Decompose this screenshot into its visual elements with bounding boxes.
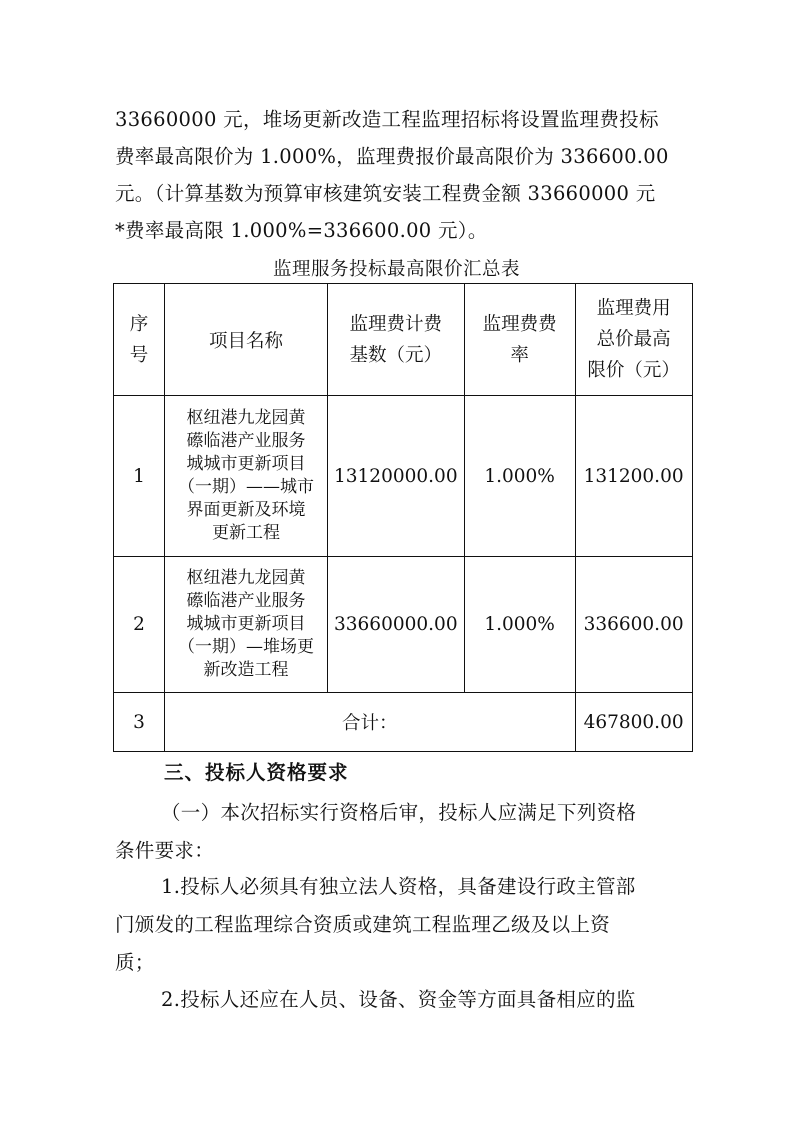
header-seq: 序 号 (114, 284, 165, 396)
row-rate: 1.000% (464, 557, 575, 693)
table-row (114, 396, 693, 557)
row-base: 13120000.00 (328, 396, 465, 557)
row-total: 131200.00 (575, 396, 692, 557)
table-row (114, 557, 693, 693)
intro-line: 费率最高限价为 1.000%，监理费报价最高限价为 336600.00 (115, 145, 669, 168)
row-seq: 1 (114, 396, 165, 557)
row-rate: 1.000% (464, 396, 575, 557)
intro-paragraph (115, 101, 675, 249)
row-base: 33660000.00 (328, 557, 465, 693)
table-caption: 监理服务投标最高限价汇总表 (272, 259, 520, 280)
summary-total: 467800.00 (575, 693, 692, 752)
row-name: 枢纽港九龙园黄 礤临港产业服务 城城市更新项目 （一期）——城市 界面更新及环境 更新工程 (165, 396, 328, 557)
row-name: 枢纽港九龙园黄 礤临港产业服务 城城市更新项目 （一期）—堆场更 新改造工程 (165, 557, 328, 693)
row-seq: 2 (114, 557, 165, 693)
header-total: 监理费用 总价最高 限价（元） (575, 284, 692, 396)
table-header-row (114, 284, 693, 396)
header-rate: 监理费费 率 (464, 284, 575, 396)
summary-seq: 3 (114, 693, 165, 752)
price-summary-table (113, 283, 693, 752)
intro-line: *费率最高限 1.000%=336600.00 元）。 (115, 219, 488, 242)
qualification-paragraph-3: 2.投标人还应在人员、设备、资金等方面具备相应的监 (161, 988, 636, 1011)
section-heading: 三、投标人资格要求 (164, 761, 349, 784)
header-name: 项目名称 (165, 284, 328, 396)
header-base: 监理费计费 基数（元） (328, 284, 465, 396)
intro-line: 33660000 元，堆场更新改造工程监理招标将设置监理费投标 (115, 108, 659, 131)
qualification-paragraph-1: （一）本次招标实行资格后审，投标人应满足下列资格 条件要求： (115, 801, 637, 862)
qualification-paragraph-2: 1.投标人必须具有独立法人资格，具备建设行政主管部 门颁发的工程监理综合资质或建筑工程监理乙级及以上资 质； (115, 875, 636, 974)
summary-label: 合计： (165, 693, 576, 752)
intro-line: 元。（计算基数为预算审核建筑安装工程费金额 33660000 元 (115, 182, 656, 205)
row-total: 336600.00 (575, 557, 692, 693)
table-summary-row (114, 693, 693, 752)
